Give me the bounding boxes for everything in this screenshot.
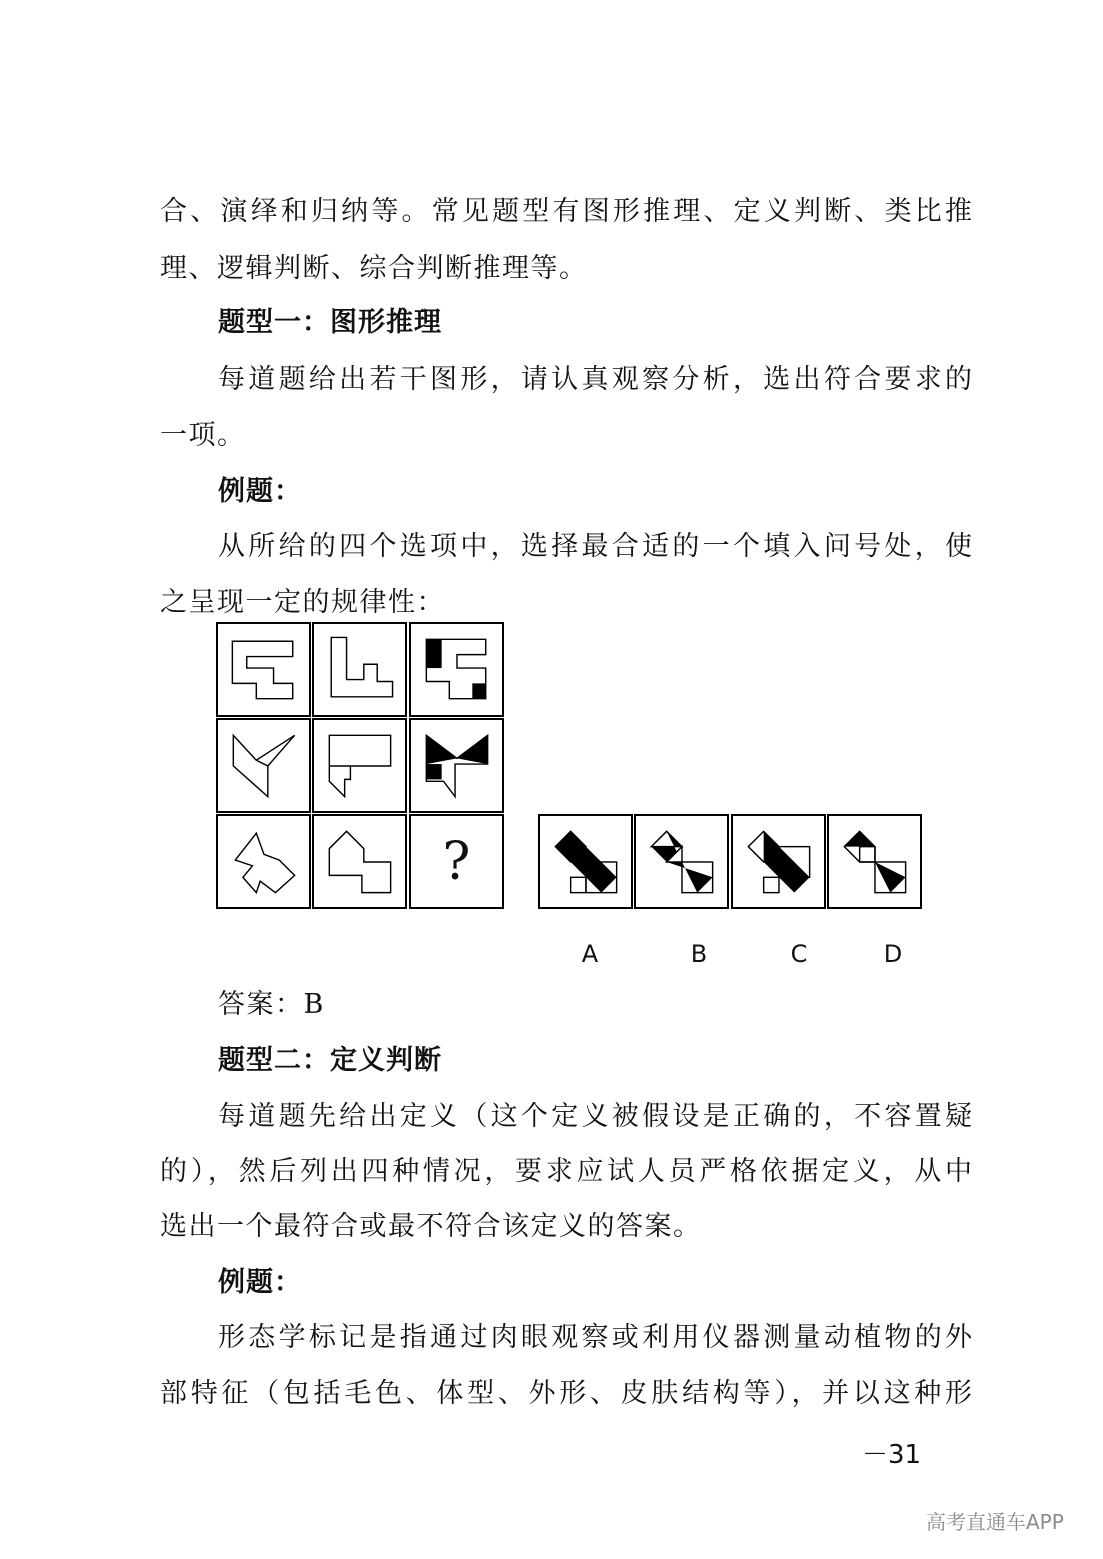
paragraph-line: 选出一个最符合或最不符合该定义的答案。: [160, 1211, 702, 1242]
paragraph-line: 的），然后列出四种情况，要求应试人员严格依据定义，从中: [160, 1156, 972, 1187]
watermark: 高考直通车APP: [926, 1510, 1064, 1534]
section-heading: 题型二：定义判断: [218, 1045, 442, 1076]
paragraph-line: 从所给的四个选项中，选择最合适的一个填入问号处，使: [218, 531, 972, 562]
puzzle-cell: [216, 622, 311, 717]
section-heading: 题型一：图形推理: [218, 307, 442, 338]
option-a-label: A: [581, 940, 599, 968]
paragraph-line: 之呈现一定的规律性：: [160, 587, 445, 618]
option-d-figure[interactable]: [827, 814, 922, 909]
paragraph-line: 理、逻辑判断、综合判断推理等。: [160, 253, 588, 284]
paragraph-line: 部特征（包括毛色、体型、外形、皮肤结构等），并以这种形: [160, 1378, 972, 1409]
puzzle-cell-question: [409, 814, 504, 909]
paragraph-line: 每道题给出若干图形，请认真观察分析，选出符合要求的: [218, 364, 972, 395]
puzzle-cell: [216, 814, 311, 909]
option-b-figure[interactable]: [634, 814, 729, 909]
puzzle-cell: [312, 718, 407, 813]
puzzle-cell: [409, 622, 504, 717]
paragraph-line: 一项。: [160, 420, 246, 451]
example-label: 例题：: [218, 1267, 302, 1298]
example-label: 例题：: [218, 476, 302, 507]
option-d-label: D: [883, 940, 903, 968]
paragraph-line: 每道题先给出定义（这个定义被假设是正确的，不容置疑: [218, 1101, 972, 1132]
puzzle-cell: [216, 718, 311, 813]
puzzle-cell: [312, 814, 407, 909]
puzzle-cell: [312, 622, 407, 717]
option-c-figure[interactable]: [731, 814, 826, 909]
question-mark: ?: [442, 831, 471, 892]
option-b-label: B: [690, 940, 708, 968]
paragraph-line: 合、演绎和归纳等。常见题型有图形推理、定义判断、类比推: [160, 196, 972, 227]
option-a-figure[interactable]: [538, 814, 633, 909]
page-number: －31: [862, 1440, 922, 1470]
answer-line: 答案：B: [218, 989, 325, 1020]
option-c-label: C: [790, 940, 808, 968]
puzzle-cell: [409, 718, 504, 813]
paragraph-line: 形态学标记是指通过肉眼观察或利用仪器测量动植物的外: [218, 1322, 972, 1353]
